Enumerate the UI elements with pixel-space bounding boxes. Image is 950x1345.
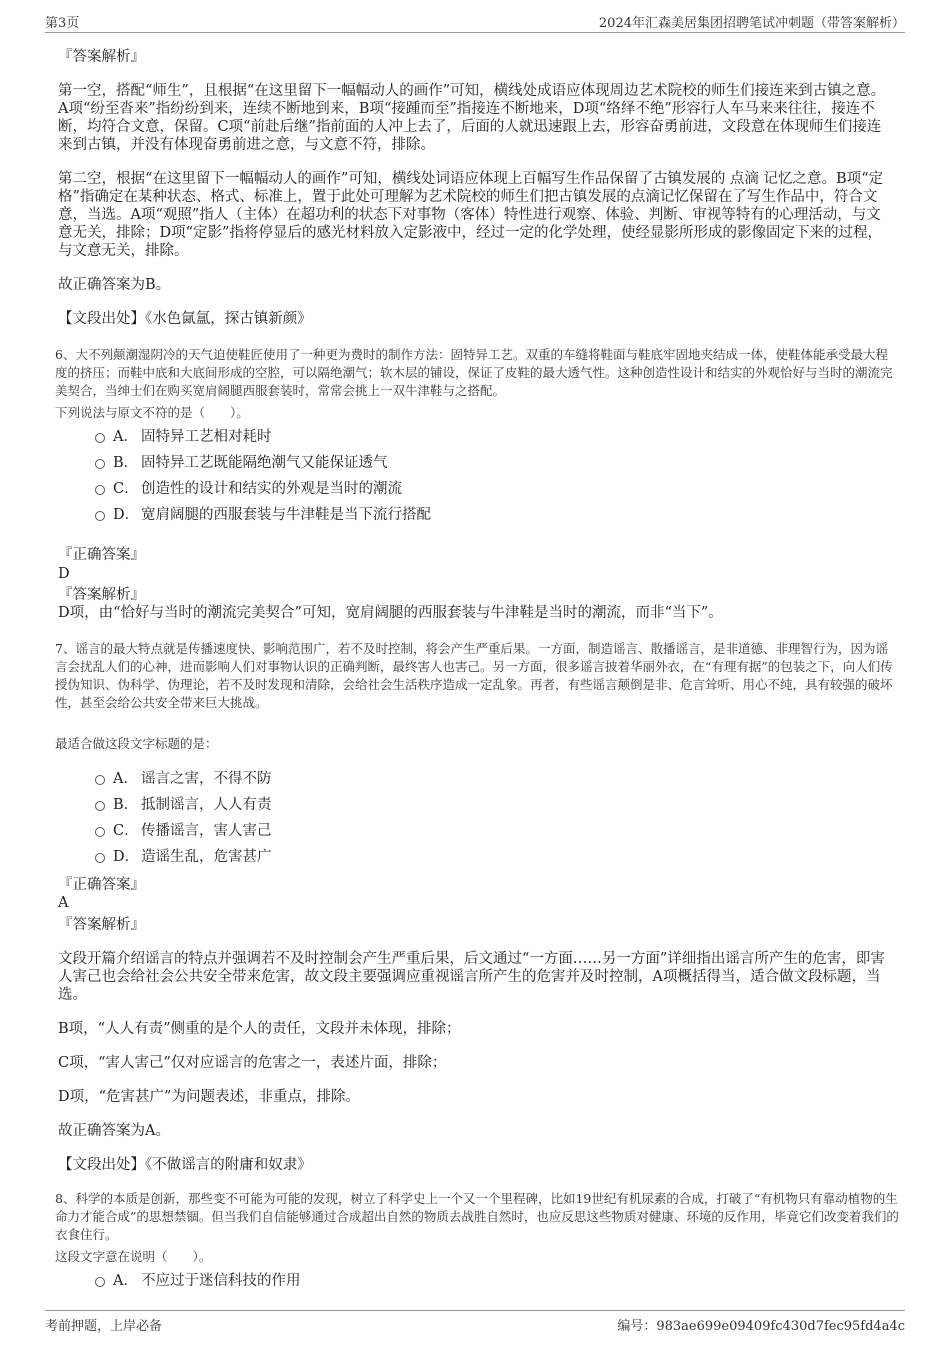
q7-stem: 7、谣言的最大特点就是传播速度快、影响范围广，若不及时控制，将会产生严重后果。一方面，制造谣言、散播谣言，是非道德、非理智行为，因为谣言会扰乱人们的心神，进而影响人们对事物认识的正确判断，最终害人也害己。另一方面，很多谣言披着华丽外衣，在“有理有据”的包装之下，向人们传授伪知识、伪科学、伪理论，若不及时发现和清除，会给社会生活秩序造成一定乱象。再者，有些谣言颠倒是非、危言耸听、用心不纯，具有较强的破坏性，甚至会给公共安全带来巨大挑战。 xyxy=(55,641,893,710)
radio-icon[interactable] xyxy=(95,459,105,469)
option-text: 固特异工艺相对耗时 xyxy=(141,429,272,445)
option-letter: C． xyxy=(113,481,139,497)
q7-option-a[interactable] xyxy=(95,770,272,788)
q6-option-d[interactable] xyxy=(95,506,431,524)
q7-analysis-c: C项，“害人害己”仅对应谣言的危害之一，表述片面，排除； xyxy=(58,1055,447,1071)
q7-analysis-para1: 文段开篇介绍谣言的特点并强调若不及时控制会产生严重后果，后文通过“一方面……另一方面”详细指出谣言所产生的危害，即害人害己也会给社会公共安全带来危害，故文段主要强调应重视谣言所产生的危害并及时控制，A项概括得当，适合做文段标题，当选。 xyxy=(58,951,885,1003)
q6-stem: 6、大不列颠潮湿阴冷的天气迫使鞋匠使用了一种更为费时的制作方法：固特异工艺。双重的车缝将鞋面与鞋底牢固地夹结成一体，使鞋体能承受最大程度的挤压；而鞋中底和大底间形成的空腔，可以隔绝潮气；软木层的铺设，保证了皮鞋的最大透气性。这种创造性设计和结实的外观恰好与当时的潮流完美契合，当绅士们在购买宽肩阔腿西服套装时，常常会挑上一双牛津鞋与之搭配。 xyxy=(55,347,893,398)
q7-answer-heading: 『正确答案』 xyxy=(58,877,145,893)
q7-source: 【文段出处】《不做谣言的附庸和奴隶》 xyxy=(58,1157,312,1173)
footer-slogan: 考前押题，上岸必备 xyxy=(45,1319,163,1334)
radio-icon[interactable] xyxy=(95,827,105,837)
option-letter: A． xyxy=(113,429,138,445)
option-text: 谣言之害，不得不防 xyxy=(141,771,272,787)
option-letter: B． xyxy=(113,797,139,813)
radio-icon[interactable] xyxy=(95,485,105,495)
q6-prompt: 下列说法与原文不符的是（ ）。 xyxy=(55,405,249,420)
q8-prompt: 这段文字意在说明（ ）。 xyxy=(55,1249,212,1264)
option-letter: C． xyxy=(113,823,139,839)
q7-analysis-b: B项，“人人有责”侧重的是个人的责任，文段并未体现，排除； xyxy=(58,1021,461,1037)
option-letter: A． xyxy=(113,1273,138,1289)
option-text: 创造性的设计和结实的外观是当时的潮流 xyxy=(141,481,402,497)
option-letter: D． xyxy=(113,507,140,523)
q5-analysis-heading: 『答案解析』 xyxy=(58,49,145,65)
q6-analysis-heading: 『答案解析』 xyxy=(58,587,145,603)
q5-analysis-para1: 第一空，搭配“师生”，且根据“在这里留下一幅幅动人的画作”可知，横线处成语应体现周边艺术院校的师生们接连来到古镇之意。A项“纷至沓来”指纷纷到来，连续不断地到来，B项“接踵而至”指接连不断地来，D项“络绎不绝”形容行人车马来来往往，接连不断，均符合文意，保留。C项“前赴后继”指前面的人冲上去了，后面的人就迅速跟上去，形容奋勇前进，文段意在体现师生们接连来到古镇，并没有体现奋勇前进之意，与文意不符，排除。 xyxy=(58,83,886,153)
q7-conclusion: 故正确答案为A。 xyxy=(58,1123,170,1139)
page-header xyxy=(45,12,905,33)
radio-icon[interactable] xyxy=(95,801,105,811)
option-text: 传播谣言，害人害己 xyxy=(141,823,272,839)
document-title: 2024年汇森美居集团招聘笔试冲刺题（带答案解析） xyxy=(598,16,905,31)
q7-option-d[interactable] xyxy=(95,848,272,866)
q6-answer: D xyxy=(58,566,70,582)
radio-icon[interactable] xyxy=(95,1277,105,1287)
q7-analysis-d: D项，“危害甚广”为问题表述，非重点，排除。 xyxy=(58,1089,360,1105)
radio-icon[interactable] xyxy=(95,433,105,443)
radio-icon[interactable] xyxy=(95,511,105,521)
q8-option-a[interactable] xyxy=(95,1272,301,1290)
q7-analysis-heading: 『答案解析』 xyxy=(58,917,145,933)
q7-answer: A xyxy=(58,895,69,911)
q5-source: 【文段出处】《水色氤氲，探古镇新颜》 xyxy=(58,311,312,327)
option-letter: A． xyxy=(113,771,138,787)
q6-option-b[interactable] xyxy=(95,454,388,472)
q5-conclusion: 故正确答案为B。 xyxy=(58,277,171,293)
option-text: 不应过于迷信科技的作用 xyxy=(141,1273,301,1289)
option-letter: B． xyxy=(113,455,139,471)
q6-option-a[interactable] xyxy=(95,428,272,446)
option-text: 抵制谣言，人人有责 xyxy=(141,797,272,813)
q7-option-b[interactable] xyxy=(95,796,272,814)
document-id: 编号：983ae699e09409fc430d7fec95fd4a4c xyxy=(617,1319,905,1334)
page-footer xyxy=(45,1310,905,1333)
q8-stem: 8、科学的本质是创新，那些变不可能为可能的发现，树立了科学史上一个又一个里程碑，比如19世纪有机尿素的合成，打破了“有机物只有靠动植物的生命力才能合成”的思想禁锢。但当我们自信能够通过合成超出自然的物质去战胜自然时，也应反思这些物质对健康、环境的反作用，毕竟它们改变着我们的衣食住行。 xyxy=(55,1191,899,1242)
option-letter: D． xyxy=(113,849,140,865)
q7-prompt: 最适合做这段文字标题的是： xyxy=(55,736,218,751)
page-number: 第3页 xyxy=(45,16,80,31)
q5-analysis-para2: 第二空，根据“在这里留下一幅幅动人的画作”可知，横线处词语应体现上百幅写生作品保留了古镇发展的 点滴 记忆之意。B项“定格”指确定在某种状态、格式、标准上，置于此处可理解为艺术院校的师生们把古镇发展的点滴记忆保留在了写生作品中，符合文意，当选。A项“观照”指人（主体）在超功利的状态下对事物（客体）特性进行观察、体验、判断、审视等特有的心理活动，与文意无关，排除；D项“定影”指将停显后的感光材料放入定影液中，经过一定的化学处理，使经显影所形成的影像固定下来的过程，与文意无关，排除。 xyxy=(58,171,884,259)
q6-analysis: D项，由“恰好与当时的潮流完美契合”可知，宽肩阔腿的西服套装与牛津鞋是当时的潮流，而非“当下”。 xyxy=(58,605,723,621)
radio-icon[interactable] xyxy=(95,775,105,785)
option-text: 造谣生乱，危害甚广 xyxy=(141,849,272,865)
q7-option-c[interactable] xyxy=(95,822,272,840)
q6-answer-heading: 『正确答案』 xyxy=(58,547,145,563)
option-text: 固特异工艺既能隔绝潮气又能保证透气 xyxy=(141,455,388,471)
radio-icon[interactable] xyxy=(95,853,105,863)
q6-option-c[interactable] xyxy=(95,480,402,498)
option-text: 宽肩阔腿的西服套装与牛津鞋是当下流行搭配 xyxy=(141,507,431,523)
